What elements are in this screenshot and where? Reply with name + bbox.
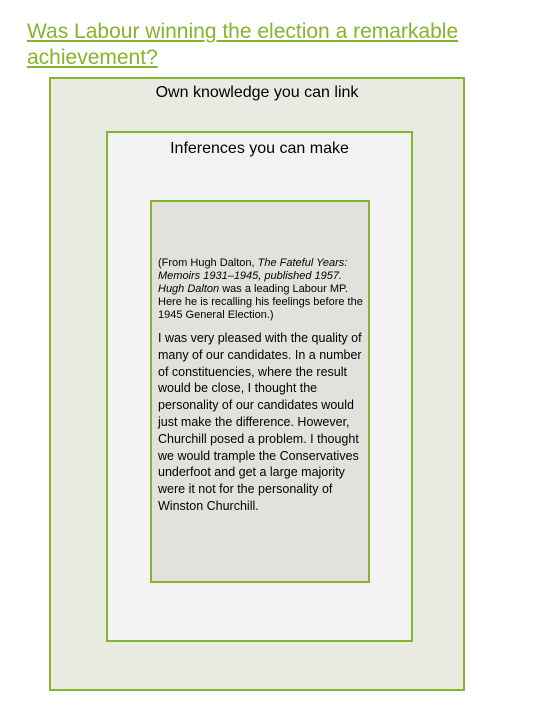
- page-title: Was Labour winning the election a remarkable achievement?: [27, 20, 459, 69]
- source-quote: I was very pleased with the quality of many of our candidates. In a number of constituencies, where the result would be close, I thought the personality of our candidates would just make the difference. However, Churchill posed a problem. I thought we would trample the Conservatives underfoot and get a large majority were it not for the personality of Winston Churchill.: [158, 331, 362, 513]
- own-knowledge-label: Own knowledge you can link: [155, 84, 359, 101]
- inferences-label: Inferences you can make: [170, 140, 349, 157]
- source-caption-italic: The Fateful Years: Memoirs 1931–1945, published 1957. Hugh Dalton: [158, 257, 348, 295]
- source-caption-part3: was a leading Labour MP. Here he is recalling his feelings before the 1945 General Election.): [158, 283, 363, 321]
- source-caption-part1: (From Hugh Dalton,: [158, 257, 258, 269]
- source-caption: [158, 257, 370, 322]
- source-box: [150, 200, 370, 583]
